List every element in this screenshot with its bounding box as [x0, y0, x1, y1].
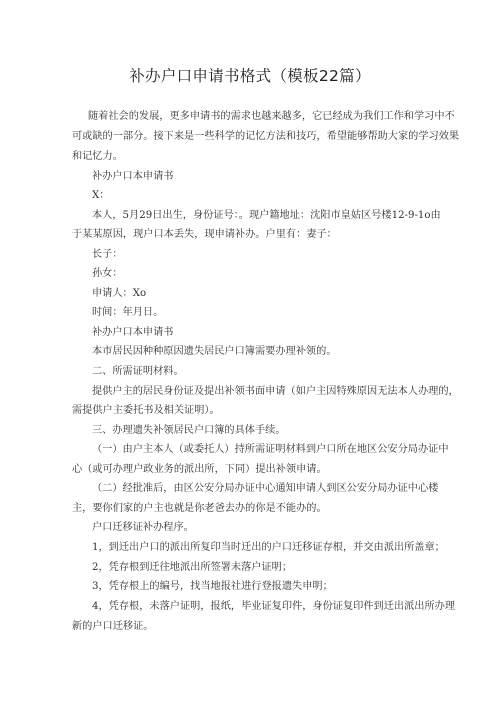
paragraph-line: 本市居民因种种原因遗失居民户口簿需要办理补领的。 [92, 346, 337, 357]
paragraph-line: （二）经批准后，由区公安分局办证中心通知申请人到区公安分局办证中心楼 [92, 483, 439, 494]
paragraph-line: 补办户口本申请书 [92, 171, 174, 182]
paragraph-line: 需提供户主委托书及相关证明）。 [72, 405, 220, 416]
paragraph-line: 和记忆力。 [72, 151, 123, 162]
paragraph-line: 孙女： [92, 268, 123, 279]
paragraph-line: 1，到迁出户口的派出所复印当时迁出的户口迁移证存根，并交由派出所盖章； [92, 542, 445, 553]
paragraph-line: 新的户口迁移证。 [72, 621, 154, 632]
paragraph-line: 本人，5月29日出生，身份证号：。现户籍地址：沈阳市皇姑区号楼12-9-1o由 [92, 210, 441, 221]
paragraph-line: 补办户口本申请书 [92, 327, 174, 338]
paragraph-line: （一）由户主本人（或委托人）持所需证明材料到户口所在地区公安分局办证中 [92, 444, 449, 455]
paragraph-line: 三、办理遗失补领居民户口簿的具体手续。 [92, 425, 286, 436]
paragraph-line: 户口迁移证补办程序。 [92, 522, 194, 533]
paragraph-line: 长子： [92, 249, 123, 260]
paragraph-line: 于某某原因，现户口本丢失，现申请补办。户里有：妻子： [72, 229, 337, 240]
paragraph-line: 可或缺的一部分。接下来是一些科学的记忆方法和技巧，希望能够帮助大家的学习效果 [72, 131, 460, 142]
paragraph-line: 提供户主的居民身份证及提出补领书面申请（如户主因特殊原因无法本人办理的， [92, 386, 459, 397]
paragraph-line: X： [92, 190, 110, 201]
paragraph-line: 二、所需证明材料。 [92, 366, 184, 377]
paragraph-line: 3，凭存根上的编号，找当地报社进行登报遗失申明； [92, 581, 333, 592]
paragraph-line: 时间：年月日。 [92, 307, 164, 318]
paragraph-line: 申请人：Xo [92, 288, 147, 299]
paragraph-line: 4，凭存根，未落户证明，报纸，毕业证复印件，身份证复印件到迁出派出所办理 [92, 601, 456, 612]
paragraph-line: 随着社会的发展，更多申请书的需求也越来越多，它已经成为我们工作和学习中不 [88, 111, 455, 122]
paragraph-line: 2，凭存根到迁往地派出所签署未落户证明； [92, 562, 293, 573]
paragraph-line: 心（或可办理户政业务的派出所，下同）提出补领申请。 [72, 464, 327, 475]
paragraph-line: 主，要你们家的户主也就是你老爸去办的你是不能办的。 [72, 503, 327, 514]
document-title: 补办户口申请书格式（模板22篇） [129, 67, 371, 85]
